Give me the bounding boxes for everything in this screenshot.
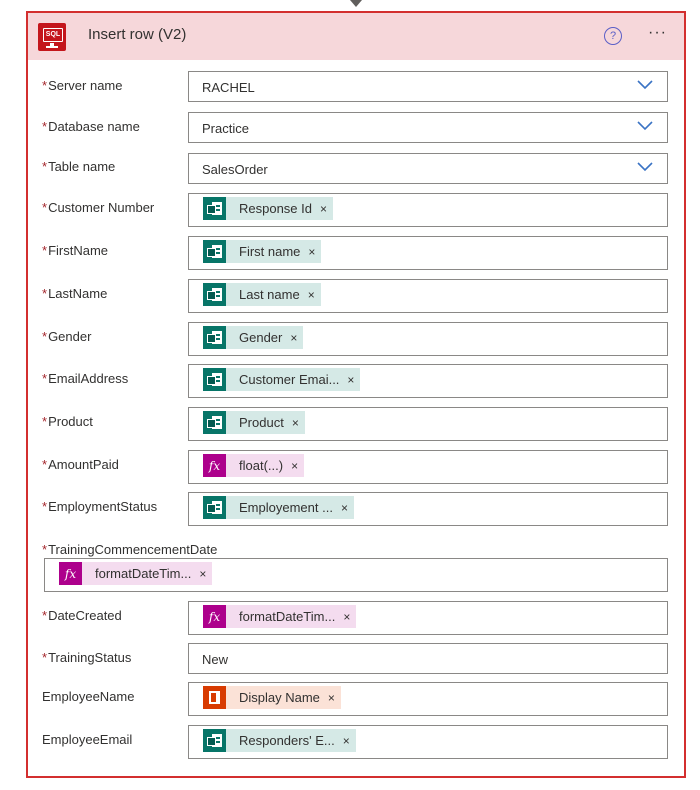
connector-arrow xyxy=(350,0,362,7)
required-marker: * xyxy=(42,329,48,344)
required-marker: * xyxy=(42,650,48,665)
label-product: *Product xyxy=(42,414,93,429)
label-emailaddress: *EmailAddress xyxy=(42,371,129,386)
server-name-value: RACHEL xyxy=(202,80,255,95)
sql-icon-label: SQL xyxy=(43,28,63,42)
required-marker: * xyxy=(42,200,48,215)
dynamic-content-token[interactable] xyxy=(203,729,356,752)
label-employmentstatus: *EmploymentStatus xyxy=(42,499,158,514)
label-employeeemail: EmployeeEmail xyxy=(42,732,133,747)
remove-token-icon[interactable]: × xyxy=(291,415,299,430)
expression-token[interactable] xyxy=(203,605,356,628)
remove-token-icon[interactable]: × xyxy=(290,330,298,345)
sql-server-icon xyxy=(38,23,66,51)
amountpaid-field[interactable] xyxy=(188,450,668,484)
action-title[interactable]: Insert row (V2) xyxy=(88,26,187,43)
required-marker: * xyxy=(42,371,48,386)
label-amountpaid: *AmountPaid xyxy=(42,457,119,472)
remove-token-icon[interactable]: × xyxy=(340,500,348,515)
remove-token-icon[interactable]: × xyxy=(320,201,328,216)
product-field[interactable] xyxy=(188,407,668,441)
dynamic-content-token[interactable] xyxy=(203,326,303,349)
token-label: Gender xyxy=(239,330,283,345)
dynamic-content-token[interactable] xyxy=(203,411,305,434)
required-marker: * xyxy=(42,542,48,557)
dynamic-content-token[interactable] xyxy=(203,368,360,391)
microsoft-forms-icon xyxy=(203,368,226,391)
expression-fx-icon: fx xyxy=(59,562,82,585)
chevron-down-icon[interactable] xyxy=(637,162,653,172)
office-365-icon xyxy=(203,686,226,709)
remove-token-icon[interactable]: × xyxy=(199,566,207,581)
expression-fx-icon: fx xyxy=(203,605,226,628)
employeeemail-field[interactable] xyxy=(188,725,668,759)
firstname-field[interactable] xyxy=(188,236,668,270)
database-name-value: Practice xyxy=(202,121,249,136)
employmentstatus-field[interactable] xyxy=(188,492,668,526)
token-label: Last name xyxy=(239,287,300,302)
microsoft-forms-icon xyxy=(203,326,226,349)
required-marker: * xyxy=(42,243,48,258)
label-employeename: EmployeeName xyxy=(42,689,135,704)
emailaddress-field[interactable] xyxy=(188,364,668,398)
microsoft-forms-icon xyxy=(203,411,226,434)
microsoft-forms-icon xyxy=(203,729,226,752)
insert-row-action-card xyxy=(26,11,686,778)
token-label: Responders' E... xyxy=(239,733,335,748)
lastname-field[interactable] xyxy=(188,279,668,313)
token-label: formatDateTim... xyxy=(95,566,192,581)
expression-token[interactable] xyxy=(59,562,212,585)
token-label: First name xyxy=(239,244,301,259)
customer-number-field[interactable] xyxy=(188,193,668,227)
datecreated-field[interactable] xyxy=(188,601,668,635)
remove-token-icon[interactable]: × xyxy=(307,287,315,302)
table-name-dropdown[interactable] xyxy=(188,153,668,184)
table-name-value: SalesOrder xyxy=(202,162,268,177)
label-server-name: *Server name xyxy=(42,78,123,93)
remove-token-icon[interactable]: × xyxy=(343,609,351,624)
expression-token[interactable] xyxy=(203,454,304,477)
dynamic-content-token[interactable] xyxy=(203,283,321,306)
token-label: Employement ... xyxy=(239,500,333,515)
database-name-dropdown[interactable] xyxy=(188,112,668,143)
remove-token-icon[interactable]: × xyxy=(327,690,335,705)
action-header[interactable] xyxy=(28,13,684,60)
dynamic-content-token[interactable] xyxy=(203,197,333,220)
microsoft-forms-icon xyxy=(203,283,226,306)
label-gender: *Gender xyxy=(42,329,92,344)
required-marker: * xyxy=(42,78,48,93)
server-name-dropdown[interactable] xyxy=(188,71,668,102)
gender-field[interactable] xyxy=(188,322,668,356)
trainingstatus-input[interactable] xyxy=(188,643,668,674)
microsoft-forms-icon xyxy=(203,197,226,220)
dynamic-content-token[interactable] xyxy=(203,240,321,263)
dynamic-content-token[interactable] xyxy=(203,496,354,519)
employeename-field[interactable] xyxy=(188,682,668,716)
remove-token-icon[interactable]: × xyxy=(342,733,350,748)
label-datecreated: *DateCreated xyxy=(42,608,122,623)
label-trainingstatus: *TrainingStatus xyxy=(42,650,132,665)
remove-token-icon[interactable]: × xyxy=(291,458,299,473)
token-label: Product xyxy=(239,415,284,430)
token-label: Display Name xyxy=(239,690,320,705)
label-trainingcommencementdate: *TrainingCommencementDate xyxy=(42,542,218,557)
trainingcommencementdate-field[interactable] xyxy=(44,558,668,592)
required-marker: * xyxy=(42,159,48,174)
chevron-down-icon[interactable] xyxy=(637,80,653,90)
dynamic-content-token[interactable] xyxy=(203,686,341,709)
microsoft-forms-icon xyxy=(203,240,226,263)
required-marker: * xyxy=(42,286,48,301)
token-label: Customer Emai... xyxy=(239,372,340,387)
required-marker: * xyxy=(42,414,48,429)
remove-token-icon[interactable]: × xyxy=(308,244,316,259)
help-icon[interactable]: ? xyxy=(604,27,622,45)
trainingstatus-value: New xyxy=(202,652,229,667)
more-options-icon[interactable]: ··· xyxy=(648,24,667,41)
required-marker: * xyxy=(42,499,48,514)
chevron-down-icon[interactable] xyxy=(637,121,653,131)
label-lastname: *LastName xyxy=(42,286,108,301)
required-marker: * xyxy=(42,119,48,134)
label-customer-number: *Customer Number xyxy=(42,200,155,215)
token-label: Response Id xyxy=(239,201,312,216)
label-database-name: *Database name xyxy=(42,119,140,134)
remove-token-icon[interactable]: × xyxy=(347,372,355,387)
required-marker: * xyxy=(42,457,48,472)
required-marker: * xyxy=(42,608,48,623)
token-label: float(...) xyxy=(239,458,284,473)
label-firstname: *FirstName xyxy=(42,243,109,258)
expression-fx-icon: fx xyxy=(203,454,226,477)
label-table-name: *Table name xyxy=(42,159,116,174)
microsoft-forms-icon xyxy=(203,496,226,519)
token-label: formatDateTim... xyxy=(239,609,336,624)
